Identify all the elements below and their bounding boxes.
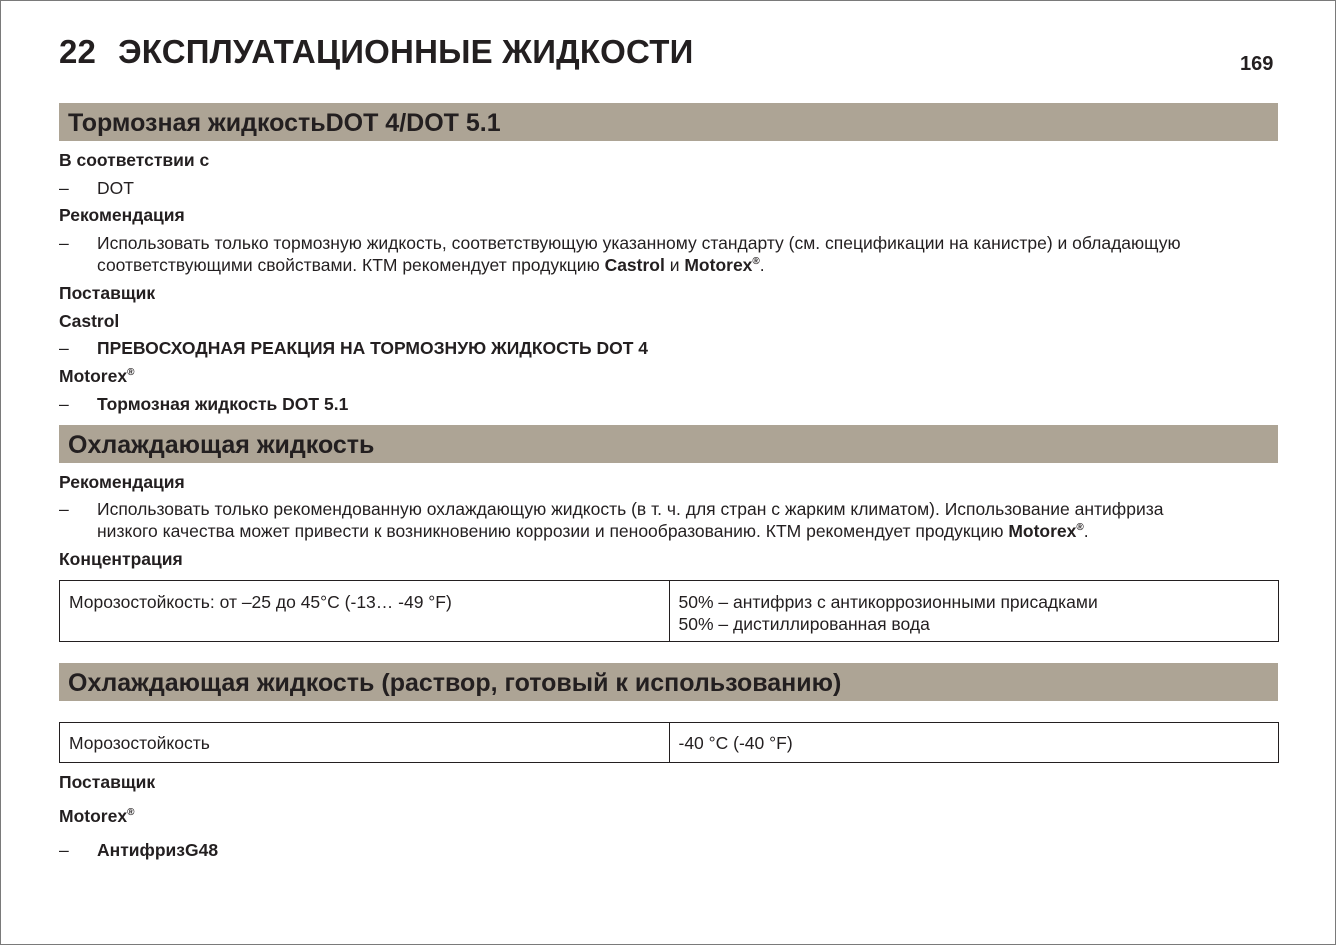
supplier-motorex <box>59 805 134 827</box>
antifreeze-product: АнтифризG48 <box>97 840 219 860</box>
mixture-cell <box>669 581 1279 642</box>
registered-mark: ® <box>127 807 135 819</box>
list-dash: – <box>59 499 69 519</box>
premix-table <box>59 722 1279 763</box>
brand-motorex: Motorex <box>1008 521 1077 541</box>
supplier-label: Поставщик <box>59 283 156 303</box>
supplier-label: Поставщик <box>59 772 156 792</box>
frost-resistance-cell: Морозостойкость: от –25 до 45°C (-13… -49 °F) <box>60 581 670 642</box>
mixture-line1: 50% – антифриз с антикоррозионными присадками <box>678 592 1098 612</box>
period: . <box>759 255 765 275</box>
table-row <box>60 581 1279 642</box>
list-dash: – <box>59 394 69 414</box>
coolant-recommendation-line1: Использовать только рекомендованную охлаждающую жидкость (в т. ч. для стран с жарким климатом). Использование антифриза <box>97 499 1164 519</box>
castrol-product: ПРЕВОСХОДНАЯ РЕАКЦИЯ НА ТОРМОЗНУЮ ЖИДКОСТЬ DOT 4 <box>97 338 649 358</box>
registered-mark: ® <box>127 367 135 379</box>
conformity-label: В соответствии с <box>59 150 210 170</box>
coolant-recommendation-line2 <box>97 520 1089 542</box>
period: . <box>1083 521 1089 541</box>
recommendation-text-line2 <box>97 254 765 276</box>
conjunction: и <box>664 255 685 275</box>
list-dash: – <box>59 840 69 860</box>
chapter-title <box>59 33 694 71</box>
concentration-table <box>59 580 1279 642</box>
coolant-recommendation-line2-start: низкого качества может привести к возникновению коррозии и пенообразованию. КТМ рекомендует продукцию <box>97 521 1009 541</box>
table-row <box>60 723 1279 763</box>
supplier-motorex <box>59 365 134 387</box>
mixture-line2: 50% – дистиллированная вода <box>678 614 930 634</box>
recommendation-label: Рекомендация <box>59 205 185 225</box>
registered-mark: ® <box>1076 522 1084 534</box>
section-header-premixed-coolant: Охлаждающая жидкость (раствор, готовый к использованию) <box>59 663 1278 701</box>
brand-castrol: Castrol <box>604 255 665 275</box>
motorex-product: Тормозная жидкость DOT 5.1 <box>97 394 349 414</box>
chapter-title-text: ЭКСПЛУАТАЦИОННЫЕ ЖИДКОСТИ <box>118 33 694 70</box>
concentration-label: Концентрация <box>59 549 183 569</box>
frost-resistance-value: -40 °C (-40 °F) <box>669 723 1279 763</box>
list-dash: – <box>59 338 69 358</box>
list-dash: – <box>59 178 69 198</box>
page-number: 169 <box>1240 53 1274 75</box>
recommendation-text-line2-start: соответствующими свойствами. КТМ рекомендует продукцию <box>97 255 605 275</box>
registered-mark: ® <box>752 256 760 268</box>
section-header-coolant: Охлаждающая жидкость <box>59 425 1278 463</box>
brand-motorex: Motorex <box>684 255 753 275</box>
conformity-item: DOT <box>97 178 134 198</box>
recommendation-label: Рекомендация <box>59 472 185 492</box>
supplier-castrol: Castrol <box>59 311 120 331</box>
supplier-motorex-name: Motorex <box>59 806 128 826</box>
section-header-brake-fluid: Тормозная жидкостьDOT 4/DOT 5.1 <box>59 103 1278 141</box>
chapter-number: 22 <box>59 33 97 70</box>
supplier-motorex-name: Motorex <box>59 366 128 386</box>
list-dash: – <box>59 233 69 253</box>
frost-resistance-cell: Морозостойкость <box>60 723 670 763</box>
recommendation-text-line1: Использовать только тормозную жидкость, соответствующую указанному стандарту (см. спецификации на канистре) и обладающую <box>97 233 1181 253</box>
